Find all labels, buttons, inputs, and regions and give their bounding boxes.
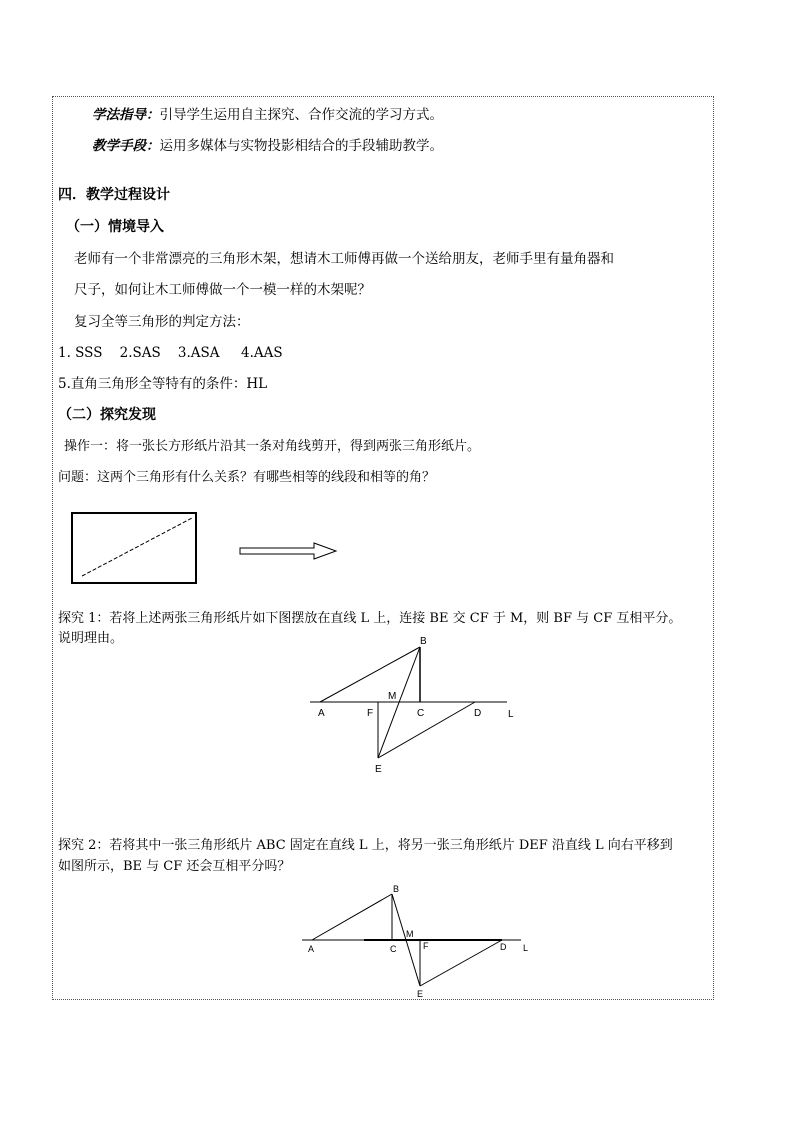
label-e: E	[417, 989, 424, 999]
part2-heading: （二）探究发现	[58, 407, 156, 423]
label-c: C	[390, 944, 397, 954]
label-m: M	[388, 691, 397, 702]
figure-1	[300, 632, 530, 777]
criteria-hl: 5.直角三角形全等特有的条件：HL	[58, 376, 268, 392]
criteria-list: 1. SSS 2.SAS 3.ASA 4.AAS	[58, 345, 283, 361]
label-d: D	[474, 708, 482, 719]
method-line	[92, 106, 443, 124]
cut-diagonal	[82, 518, 192, 576]
label-d: D	[500, 942, 507, 952]
label-f: F	[367, 708, 374, 719]
means-text: 运用多媒体与实物投影相结合的手段辅助教学。	[159, 138, 443, 154]
review-text: 复习全等三角形的判定方法：	[74, 314, 250, 330]
label-l: L	[508, 709, 514, 720]
label-m: M	[406, 929, 414, 939]
label-b: B	[420, 636, 427, 647]
explore-2-line-1: 探究 2：若将其中一张三角形纸片 ABC 固定在直线 L 上，将另一张三角形纸片 DEF 沿直线 L 向右平移到	[58, 838, 673, 853]
label-f: F	[423, 941, 429, 951]
arrow-icon	[240, 543, 336, 559]
paragraph-line-2: 尺子，如何让木工师傅做一个一模一样的木架呢？	[74, 282, 371, 298]
section-heading: 四．教学过程设计	[58, 187, 170, 203]
label-b: B	[393, 884, 400, 894]
figure-2	[296, 880, 536, 1000]
explore-2-line-2: 如图所示，BE 与 CF 还会互相平分吗？	[58, 859, 291, 874]
label-a: A	[318, 708, 325, 719]
means-line	[92, 137, 443, 155]
label-e: E	[375, 764, 382, 775]
label-c: C	[417, 708, 425, 719]
label-a: A	[308, 944, 315, 954]
explore-1-line-1: 探究 1：若将上述两张三角形纸片如下图摆放在直线 L 上，连接 BE 交 CF 于 M，则 BF 与 CF 互相平分。	[58, 611, 682, 626]
segment-ab	[320, 647, 420, 702]
segment-ab	[312, 894, 392, 940]
label-l: L	[523, 943, 529, 953]
method-text: 引导学生运用自主探究、合作交流的学习方式。	[159, 107, 443, 123]
method-label: 学法指导：	[92, 107, 160, 123]
part1-heading: （一）情境导入	[66, 219, 164, 235]
question-1: 问题：这两个三角形有什么关系？有哪些相等的线段和相等的角？	[58, 470, 436, 485]
explore-1-line-2: 说明理由。	[58, 631, 124, 646]
means-label: 教学手段：	[92, 138, 160, 154]
operation-1: 操作一：将一张长方形纸片沿其一条对角线剪开，得到两张三角形纸片。	[64, 439, 481, 454]
paragraph-line-1: 老师有一个非常漂亮的三角形木架，想请木工师傅再做一个送给朋友，老师手里有量角器和	[74, 251, 614, 267]
segment-ed	[378, 702, 475, 758]
segment-ed	[420, 940, 502, 986]
paper-rectangle	[72, 513, 196, 583]
rectangle-figure	[68, 508, 348, 590]
